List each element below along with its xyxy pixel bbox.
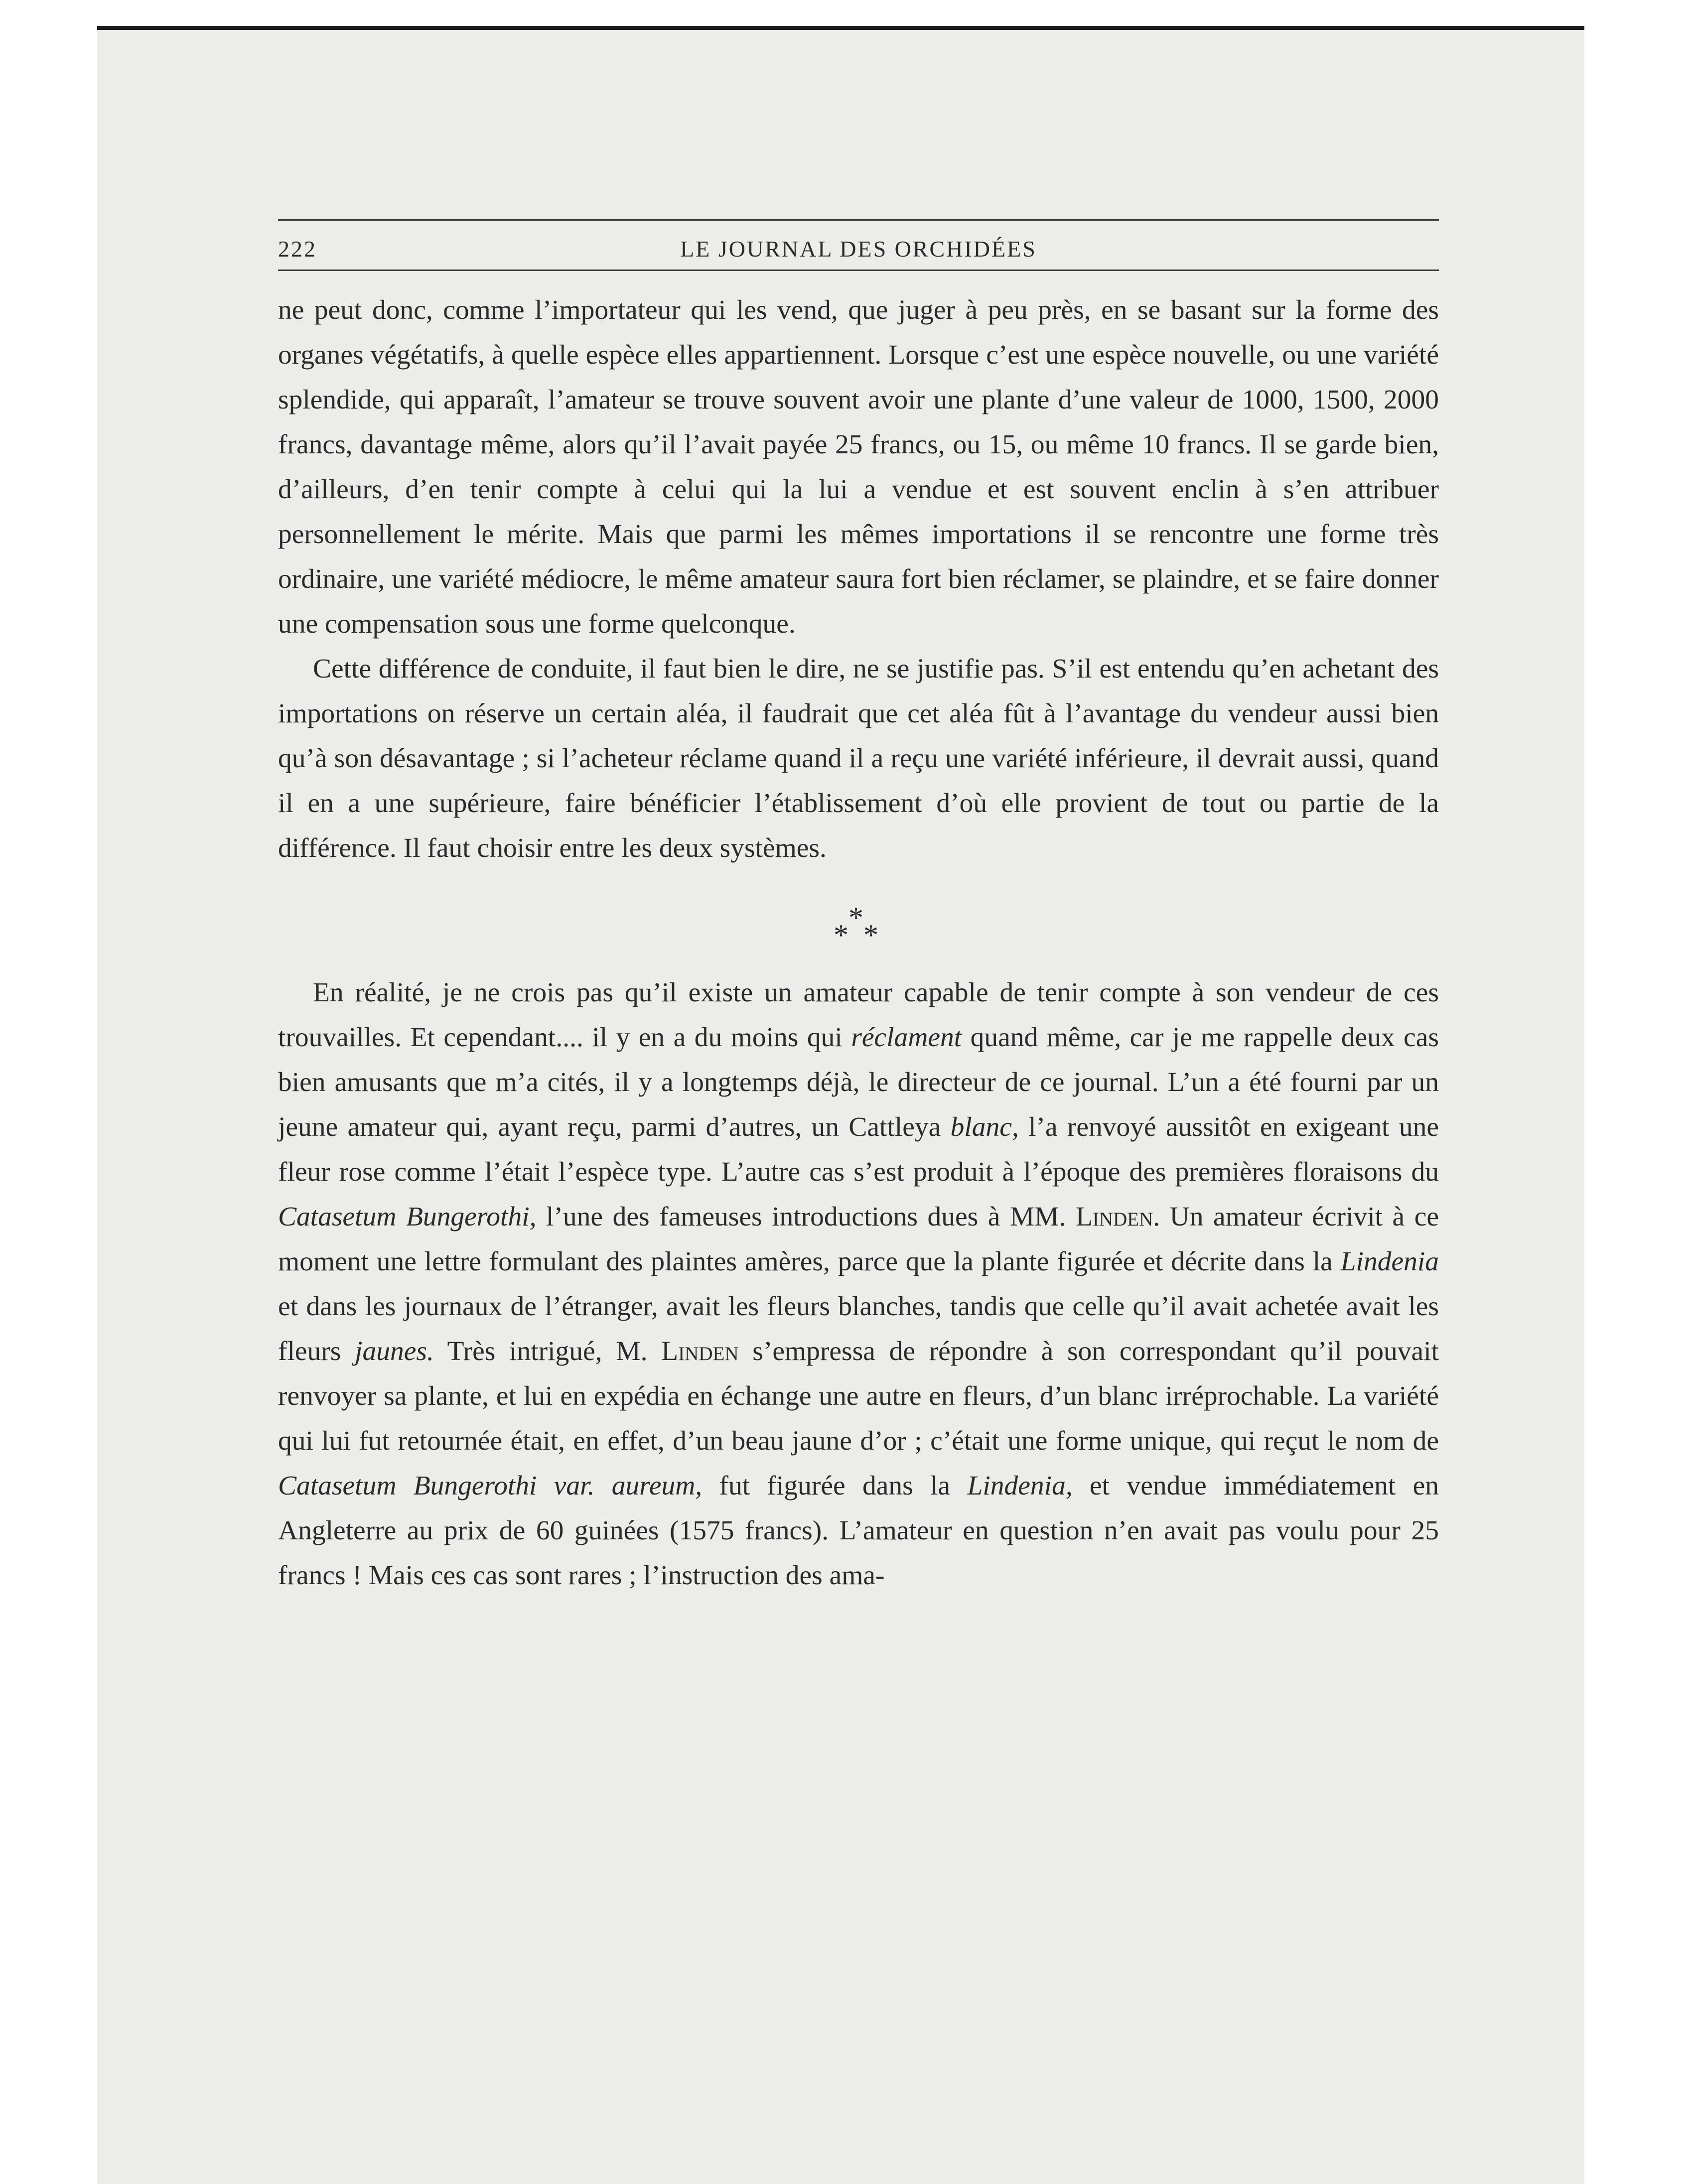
italic-text: blanc, bbox=[950, 1112, 1019, 1142]
text-run: l’a renvoyé aussitôt en exigeant une fleur rose comme l’était l’espèce type. L’autre cas s’est produit à l’époque des premières floraisons du bbox=[278, 1112, 1439, 1187]
paragraph bbox=[278, 970, 1439, 1598]
small-caps-name: Linden bbox=[1076, 1202, 1153, 1232]
small-caps-name: Linden bbox=[661, 1336, 739, 1366]
italic-text: jaunes. bbox=[355, 1336, 434, 1366]
italic-text: Catasetum Bungerothi var. aureum, bbox=[278, 1471, 703, 1501]
text-run: s’empressa de répondre à son correspondant qu’il pouvait renvoyer sa plante, et lui en expédia en échange une autre en fleurs, d’un blanc irréprochable. La variété qui lui fut retournée était, en effet, d’un beau jaune d’or ; c’était une forme unique, qui reçut le nom de bbox=[278, 1336, 1439, 1456]
asterism-separator bbox=[278, 871, 1439, 970]
journal-title: LE JOURNAL DES ORCHIDÉES bbox=[680, 236, 1037, 262]
italic-text: réclament bbox=[851, 1022, 962, 1053]
paragraph: ne peut donc, comme l’importateur qui les vend, que juger à peu près, en se basant sur la forme des organes végétatifs, à quelle espèce elles appartiennent. Lorsque c’est une espèce nouvelle, ou une variété splendide, qui apparaît, l’amateur se trouve souvent avoir une plante d’une valeur de 1000, 1500, 2000 francs, davantage même, alors qu’il l’avait payée 25 francs, ou 15, ou même 10 francs. Il se garde bien, d’ailleurs, d’en tenir compte à celui qui la lui a vendue et est souvent enclin à s’en attribuer personnellement le mérite. Mais que parmi les mêmes importations il se rencontre une forme très ordinaire, une variété médiocre, le même amateur saura fort bien réclamer, se plaindre, et se faire donner une compensation sous une forme quelconque. bbox=[278, 295, 1439, 639]
article-body bbox=[278, 288, 1439, 1598]
running-head bbox=[278, 221, 1439, 270]
page-content bbox=[278, 219, 1439, 1598]
paragraph: Cette différence de conduite, il faut bien le dire, ne se justifie pas. S’il est entendu qu’en achetant des importations on réserve un certain aléa, il faudrait que cet aléa fût à l’avantage du vendeur aussi bien qu’à son désavantage ; si l’acheteur réclame quand il a reçu une variété inférieure, il devrait aussi, quand il en a une supérieure, faire bénéficier l’établissement d’où elle provient de tout ou partie de la différence. Il faut choisir entre les deux systèmes. bbox=[278, 654, 1439, 863]
text-run: l’une des fameuses introductions dues à MM. bbox=[546, 1202, 1066, 1232]
text-run: et vendue immédiatement en Angleterre au prix de 60 guinées (1575 francs). L’amateur en question n’en avait pas voulu pour 25 francs ! Mais ces cas sont rares ; l’instruction des ama- bbox=[278, 1471, 1439, 1591]
text-run: . Un amateur écrivit à ce moment une lettre formulant des plaintes amères, parce que la plante figurée et décrite dans la bbox=[278, 1202, 1439, 1277]
asterism-star: * bbox=[834, 919, 848, 952]
text-run: fut figurée dans la bbox=[719, 1471, 951, 1501]
asterism-star: * bbox=[848, 901, 863, 934]
text-run: Très intrigué, M. bbox=[447, 1336, 648, 1366]
italic-text: Lindenia bbox=[1340, 1246, 1439, 1277]
text-run: En réalité, je ne crois pas qu’il existe un amateur capable de tenir compte à son vendeur de ces trouvailles. Et cependant.... il y en a du moins qui bbox=[278, 977, 1439, 1053]
page-number: 222 bbox=[278, 236, 317, 262]
header-bottom-rule bbox=[278, 270, 1439, 271]
asterism-star: * bbox=[863, 919, 878, 952]
italic-text: Lindenia, bbox=[967, 1471, 1073, 1501]
italic-text: Catasetum Bungerothi, bbox=[278, 1202, 537, 1232]
text-run: et dans les journaux de l’étranger, avait les fleurs blanches, tandis que celle qu’il avait achetée avait les fleurs bbox=[278, 1291, 1439, 1366]
text-run: quand même, car je me rappelle deux cas bien amusants que m’a cités, il y a longtemps déjà, le directeur de ce journal. L’un a été fourni par un jeune amateur qui, ayant reçu, parmi d’autres, un Cattleya bbox=[278, 1022, 1439, 1142]
